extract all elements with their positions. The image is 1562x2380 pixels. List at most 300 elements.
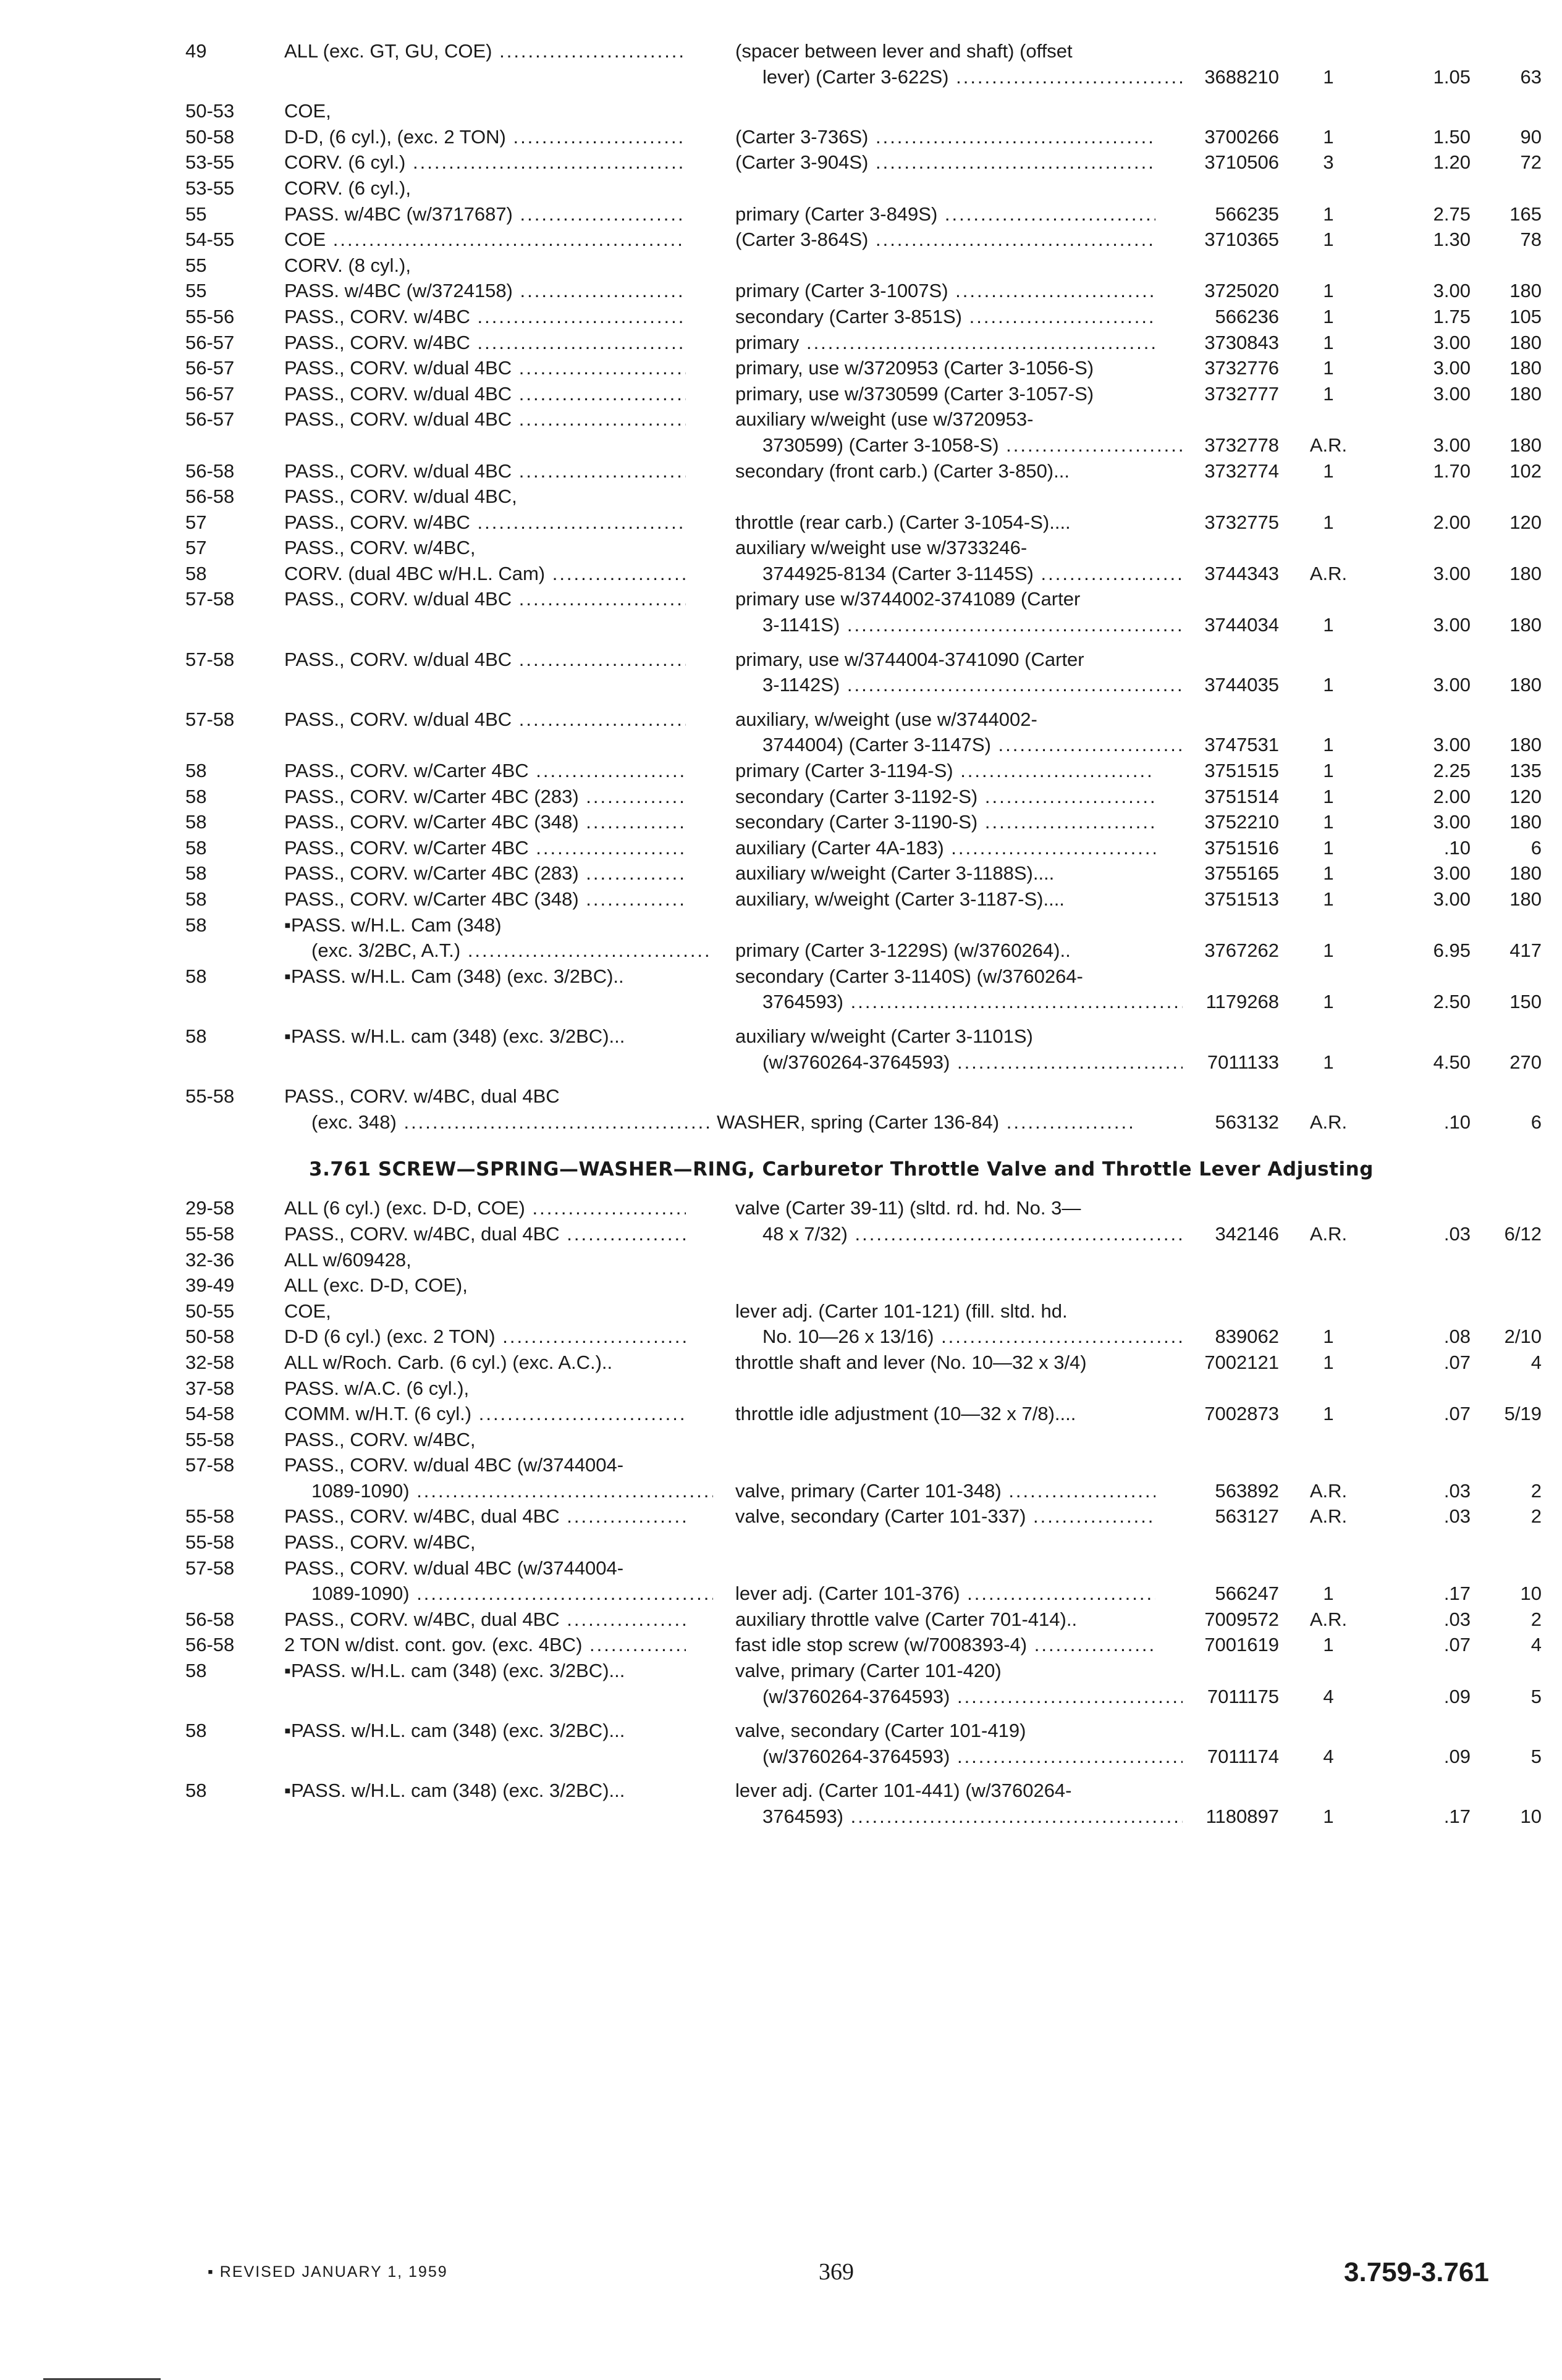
description-cell: primary ..... — [735, 330, 1155, 356]
application-cell: ALL w/609428, — [284, 1248, 412, 1271]
application-cell: CORV. (8 cyl.), — [284, 254, 411, 276]
quantity-cell: 1 — [1323, 862, 1334, 885]
year-cell: 56-58 — [185, 1634, 235, 1656]
description-cell: (Carter 3-904S) ..... — [735, 149, 1155, 175]
application-cell: PASS. w/A.C. (6 cyl.), — [284, 1377, 470, 1399]
table-row — [185, 1350, 1542, 1376]
application-cell: PASS., CORV. w/Carter 4BC (348) ..... — [284, 886, 686, 912]
table-row — [185, 98, 1501, 124]
description-cell: secondary (front carb.) (Carter 3-850)... — [735, 460, 1070, 482]
table-row — [185, 1401, 1542, 1427]
description-cell: secondary (Carter 3-1192-S) ..... — [735, 784, 1155, 810]
description-cell: 48 x 7/32) ..... — [735, 1221, 1183, 1247]
quantity-cell: 1 — [1323, 229, 1334, 251]
part-number-cell: 3752210 — [1204, 811, 1279, 833]
application-cell: ▪PASS. w/H.L. cam (348) (exc. 3/2BC)... — [284, 1720, 625, 1742]
price-cell: .09 — [1443, 1745, 1471, 1767]
table-row — [185, 938, 1542, 964]
part-number-cell: 3730843 — [1204, 331, 1279, 353]
table-row — [185, 330, 1542, 356]
part-number-cell: 3710506 — [1204, 151, 1279, 174]
list-cell: 180 — [1509, 434, 1542, 456]
price-cell: 3.00 — [1433, 357, 1471, 379]
table-row — [185, 1684, 1542, 1710]
part-number-cell: 3751516 — [1204, 836, 1279, 859]
description-cell: 3-1141S) ..... — [735, 612, 1183, 638]
application-cell: PASS., CORV. w/4BC, — [284, 1428, 476, 1450]
year-cell: 56-57 — [185, 331, 235, 353]
list-cell: 10 — [1520, 1583, 1542, 1605]
year-cell: 58 — [185, 1780, 207, 1802]
list-cell: 4 — [1530, 1351, 1542, 1373]
application-cell: PASS., CORV. w/dual 4BC, — [284, 486, 517, 508]
table-row — [185, 784, 1542, 810]
description-cell: (w/3760264-3764593) ..... — [735, 1684, 1183, 1710]
list-cell: 102 — [1509, 460, 1542, 482]
description-cell: 3764593) ..... — [735, 1804, 1183, 1830]
application-cell: PASS., CORV. w/4BC ..... — [284, 304, 686, 330]
description-cell: primary, use w/3730599 (Carter 3-1057-S) — [735, 382, 1094, 405]
list-cell: 180 — [1509, 734, 1542, 756]
quantity-cell: 1 — [1323, 1634, 1334, 1656]
description-cell: valve, primary (Carter 101-348) ..... — [735, 1478, 1155, 1504]
price-cell: .07 — [1443, 1634, 1471, 1656]
list-cell: 120 — [1509, 785, 1542, 807]
application-cell: PASS., CORV. w/Carter 4BC (348) ..... — [284, 809, 686, 835]
price-cell: .03 — [1443, 1608, 1471, 1630]
price-cell: .03 — [1443, 1479, 1471, 1502]
year-cell: 50-58 — [185, 1326, 235, 1348]
table-row — [185, 1581, 1542, 1607]
row-spacer — [185, 1075, 1501, 1083]
description-cell: secondary (Carter 3-1140S) (w/3760264- — [735, 965, 1083, 987]
list-cell: 2 — [1530, 1608, 1542, 1630]
part-number-cell: 566247 — [1215, 1583, 1279, 1605]
year-cell: 50-58 — [185, 125, 235, 148]
description-cell: auxiliary w/weight use w/3733246- — [735, 537, 1028, 559]
year-cell: 58 — [185, 785, 207, 807]
description-cell: throttle shaft and lever (No. 10—32 x 3/4) — [735, 1351, 1087, 1373]
table-row — [185, 1272, 1501, 1298]
year-cell: 58 — [185, 914, 207, 936]
part-number-cell: 3700266 — [1204, 125, 1279, 148]
year-cell: 54-55 — [185, 229, 235, 251]
parts-list-top — [185, 38, 1542, 1135]
price-cell: 3.00 — [1433, 331, 1471, 353]
quantity-cell: 4 — [1323, 1745, 1334, 1767]
list-cell: 2 — [1530, 1505, 1542, 1528]
application-cell: PASS., CORV. w/dual 4BC ..... — [284, 647, 686, 673]
year-cell: 56-58 — [185, 486, 235, 508]
quantity-cell: 1 — [1323, 836, 1334, 859]
price-cell: .17 — [1443, 1583, 1471, 1605]
table-row — [185, 1109, 1542, 1135]
application-cell: (exc. 3/2BC, A.T.) ..... — [284, 938, 713, 964]
year-cell: 55-58 — [185, 1428, 235, 1450]
price-cell: .17 — [1443, 1806, 1471, 1827]
table-row — [185, 1478, 1542, 1504]
quantity-cell: A.R. — [1309, 562, 1348, 584]
part-number-cell: 3755165 — [1204, 862, 1279, 885]
year-cell: 58 — [185, 1720, 207, 1742]
list-cell: 180 — [1509, 357, 1542, 379]
price-cell: .03 — [1443, 1505, 1471, 1528]
description-cell: WASHER, spring (Carter 136-84) ..... — [717, 1109, 1137, 1135]
table-row — [185, 149, 1542, 175]
year-cell: 55 — [185, 203, 207, 225]
year-cell: 53-55 — [185, 151, 235, 174]
quantity-cell: 1 — [1323, 888, 1334, 910]
list-cell: 180 — [1509, 674, 1542, 696]
description-cell: auxiliary (Carter 4A-183) ..... — [735, 835, 1155, 861]
year-cell: 57-58 — [185, 1454, 235, 1476]
table-row — [185, 1083, 1501, 1109]
table-row — [185, 1555, 1501, 1581]
quantity-cell: 1 — [1323, 940, 1334, 962]
description-cell: secondary (Carter 3-851S) ..... — [735, 304, 1155, 330]
table-row — [185, 809, 1542, 835]
list-cell: 2 — [1530, 1479, 1542, 1502]
price-cell: 2.75 — [1433, 203, 1471, 225]
description-cell: throttle (rear carb.) (Carter 3-1054-S).... — [735, 511, 1071, 533]
year-cell: 39-49 — [185, 1274, 235, 1297]
price-cell: 2.00 — [1433, 511, 1471, 533]
list-cell: 6 — [1530, 1111, 1542, 1133]
table-row — [185, 381, 1542, 407]
year-cell: 57 — [185, 537, 207, 559]
description-cell: secondary (Carter 3-1190-S) ..... — [735, 809, 1155, 835]
list-cell: 180 — [1509, 888, 1542, 910]
list-cell: 180 — [1509, 862, 1542, 885]
part-number-cell: 3744343 — [1204, 562, 1279, 584]
year-cell: 55-58 — [185, 1085, 235, 1108]
part-number-cell: 3747531 — [1204, 734, 1279, 756]
quantity-cell: 1 — [1323, 674, 1334, 696]
year-cell: 50-55 — [185, 1300, 235, 1322]
year-cell: 55-58 — [185, 1531, 235, 1554]
year-cell: 29-58 — [185, 1197, 235, 1219]
price-cell: 1.05 — [1433, 65, 1471, 88]
quantity-cell: 1 — [1323, 382, 1334, 405]
table-row — [185, 38, 1501, 64]
price-cell: .07 — [1443, 1351, 1471, 1373]
description-cell: lever adj. (Carter 101-376) ..... — [735, 1581, 1155, 1607]
table-row — [185, 227, 1542, 253]
price-cell: 3.00 — [1433, 811, 1471, 833]
description-cell: valve (Carter 39-11) (sltd. rd. hd. No. 3— — [735, 1197, 1081, 1219]
quantity-cell: A.R. — [1309, 1222, 1348, 1245]
table-row — [185, 484, 1501, 510]
description-cell: 3764593) ..... — [735, 989, 1183, 1015]
application-cell: ALL (exc. GT, GU, COE) ..... — [284, 38, 686, 64]
table-row — [185, 535, 1501, 561]
table-row — [185, 758, 1542, 784]
quantity-cell: 1 — [1323, 1806, 1334, 1827]
quantity-cell: A.R. — [1309, 1608, 1348, 1630]
quantity-cell: A.R. — [1309, 1505, 1348, 1528]
table-row — [185, 1195, 1501, 1221]
application-cell: PASS., CORV. w/Carter 4BC (283) ..... — [284, 784, 686, 810]
part-number-cell: 3732778 — [1204, 434, 1279, 456]
quantity-cell: A.R. — [1309, 1479, 1348, 1502]
year-cell: 32-36 — [185, 1248, 235, 1271]
application-cell: COMM. w/H.T. (6 cyl.) ..... — [284, 1401, 686, 1427]
year-cell: 57 — [185, 511, 207, 533]
year-cell: 58 — [185, 836, 207, 859]
part-number-cell: 563132 — [1215, 1111, 1279, 1133]
year-cell: 58 — [185, 760, 207, 782]
list-cell: 120 — [1509, 511, 1542, 533]
quantity-cell: 1 — [1323, 811, 1334, 833]
application-cell: PASS., CORV. w/4BC ..... — [284, 330, 686, 356]
price-cell: .10 — [1443, 1111, 1471, 1133]
table-row — [185, 964, 1501, 990]
year-cell: 55 — [185, 254, 207, 276]
application-cell: PASS., CORV. w/4BC, — [284, 537, 476, 559]
year-cell: 58 — [185, 862, 207, 885]
description-cell: primary, use w/3744004-3741090 (Carter — [735, 648, 1084, 670]
table-row — [185, 201, 1542, 227]
row-spacer — [185, 638, 1501, 647]
description-cell: primary (Carter 3-1194-S) ..... — [735, 758, 1155, 784]
application-cell: PASS., CORV. w/dual 4BC (w/3744004- — [284, 1454, 624, 1476]
description-cell: (spacer between lever and shaft) (offset — [735, 40, 1073, 62]
list-cell: 417 — [1509, 940, 1542, 962]
year-cell: 32-58 — [185, 1351, 235, 1373]
part-number-cell: 7002121 — [1204, 1351, 1279, 1373]
price-cell: 1.70 — [1433, 460, 1471, 482]
application-cell: PASS., CORV. w/4BC ..... — [284, 510, 686, 536]
table-row — [185, 672, 1542, 698]
quantity-cell: 1 — [1323, 991, 1334, 1013]
year-cell: 55-56 — [185, 305, 235, 327]
price-cell: 2.25 — [1433, 760, 1471, 782]
part-number-cell: 3732776 — [1204, 357, 1279, 379]
list-cell: 5 — [1530, 1745, 1542, 1767]
application-cell: ALL (6 cyl.) (exc. D-D, COE) ..... — [284, 1195, 686, 1221]
table-row — [185, 860, 1542, 886]
list-cell: 2/10 — [1504, 1326, 1542, 1348]
application-cell: COE, — [284, 1300, 331, 1322]
year-cell: 58 — [185, 965, 207, 987]
description-cell: 3-1142S) ..... — [735, 672, 1183, 698]
table-row — [185, 912, 1501, 938]
application-cell: PASS., CORV. w/4BC, — [284, 1531, 476, 1554]
application-cell: PASS., CORV. w/dual 4BC ..... — [284, 406, 686, 432]
list-cell: 90 — [1520, 125, 1542, 148]
list-cell: 6/12 — [1504, 1222, 1542, 1245]
application-cell: CORV. (6 cyl.), — [284, 177, 411, 199]
description-cell: (Carter 3-864S) ..... — [735, 227, 1155, 253]
application-cell: COE ..... — [284, 227, 686, 253]
section-title: 3.761 SCREW—SPRING—WASHER—RING, Carburetor Throttle Valve and Throttle Lever Adjusting — [309, 1158, 1374, 1181]
description-cell: auxiliary w/weight (Carter 3-1188S).... — [735, 862, 1055, 885]
list-cell: 180 — [1509, 382, 1542, 405]
application-cell: CORV. (dual 4BC w/H.L. Cam) ..... — [284, 561, 686, 587]
part-number-cell: 7002873 — [1204, 1403, 1279, 1425]
application-cell: PASS., CORV. w/4BC, dual 4BC ..... — [284, 1503, 686, 1529]
part-number-cell: 839062 — [1215, 1326, 1279, 1348]
quantity-cell: 1 — [1323, 65, 1334, 88]
list-cell: 165 — [1509, 203, 1542, 225]
year-cell: 57-58 — [185, 588, 235, 610]
table-row — [185, 1718, 1501, 1744]
description-cell: lever adj. (Carter 101-441) (w/3760264- — [735, 1780, 1072, 1802]
table-row — [185, 1529, 1501, 1555]
price-cell: 3.00 — [1433, 674, 1471, 696]
list-cell: 180 — [1509, 280, 1542, 302]
description-cell: 3744925-8134 (Carter 3-1145S) ..... — [735, 561, 1183, 587]
quantity-cell: 1 — [1323, 125, 1334, 148]
price-cell: 3.00 — [1433, 734, 1471, 756]
part-number-cell: 3732775 — [1204, 511, 1279, 533]
year-cell: 55 — [185, 280, 207, 302]
description-cell: primary (Carter 3-849S) ..... — [735, 201, 1155, 227]
table-row — [185, 1324, 1542, 1350]
part-number-cell: 3710365 — [1204, 229, 1279, 251]
table-row — [185, 647, 1501, 673]
table-row — [185, 1778, 1501, 1804]
application-cell: ALL w/Roch. Carb. (6 cyl.) (exc. A.C.).. — [284, 1351, 613, 1373]
year-cell: 57-58 — [185, 1557, 235, 1579]
quantity-cell: 1 — [1323, 331, 1334, 353]
description-cell: (w/3760264-3764593) ..... — [735, 1049, 1183, 1075]
application-cell: PASS. w/4BC (w/3717687) ..... — [284, 201, 686, 227]
table-row — [185, 732, 1542, 758]
table-row — [185, 510, 1542, 536]
year-cell: 37-58 — [185, 1377, 235, 1399]
price-cell: 3.00 — [1433, 434, 1471, 456]
quantity-cell: 1 — [1323, 734, 1334, 756]
application-cell: PASS., CORV. w/dual 4BC ..... — [284, 381, 686, 407]
row-spacer — [185, 90, 1501, 98]
application-cell: 1089-1090) ..... — [284, 1478, 713, 1504]
year-cell: 56-58 — [185, 1608, 235, 1630]
year-cell: 56-57 — [185, 357, 235, 379]
description-cell: 3730599) (Carter 3-1058-S) ..... — [735, 432, 1183, 458]
price-cell: 3.00 — [1433, 614, 1471, 636]
table-row — [185, 835, 1542, 861]
list-cell: 6 — [1530, 836, 1542, 859]
application-cell: PASS., CORV. w/4BC, dual 4BC — [284, 1085, 560, 1108]
list-cell: 270 — [1509, 1051, 1542, 1073]
page-number: 369 — [819, 2259, 854, 2285]
year-cell: 58 — [185, 811, 207, 833]
table-row — [185, 355, 1542, 381]
table-row — [185, 1503, 1542, 1529]
application-cell: PASS., CORV. w/dual 4BC ..... — [284, 586, 686, 612]
description-cell: primary, use w/3720953 (Carter 3-1056-S) — [735, 357, 1094, 379]
description-cell: No. 10—26 x 13/16) ..... — [735, 1324, 1183, 1350]
table-row — [185, 1427, 1501, 1453]
quantity-cell: A.R. — [1309, 1111, 1348, 1133]
quantity-cell: 1 — [1323, 760, 1334, 782]
description-cell: throttle idle adjustment (10—32 x 7/8).... — [735, 1403, 1076, 1425]
description-cell: valve, primary (Carter 101-420) — [735, 1660, 1002, 1682]
part-number-cell: 1180897 — [1205, 1806, 1279, 1827]
list-cell: 180 — [1509, 562, 1542, 584]
application-cell: PASS., CORV. w/Carter 4BC ..... — [284, 835, 686, 861]
price-cell: 2.00 — [1433, 785, 1471, 807]
quantity-cell: 1 — [1323, 1326, 1334, 1348]
year-cell: 56-58 — [185, 460, 235, 482]
quantity-cell: 1 — [1323, 1351, 1334, 1373]
row-spacer — [185, 1769, 1501, 1778]
quantity-cell: 1 — [1323, 357, 1334, 379]
description-cell: primary (Carter 3-1007S) ..... — [735, 278, 1155, 304]
year-cell: 49 — [185, 40, 207, 62]
table-row — [185, 124, 1542, 150]
description-cell: (w/3760264-3764593) ..... — [735, 1744, 1183, 1770]
part-number-cell: 3751515 — [1204, 760, 1279, 782]
part-number-cell: 566236 — [1215, 305, 1279, 327]
table-row — [185, 175, 1501, 201]
price-cell: 4.50 — [1433, 1051, 1471, 1073]
application-cell: PASS., CORV. w/4BC, dual 4BC ..... — [284, 1221, 686, 1247]
description-cell: fast idle stop screw (w/7008393-4) ..... — [735, 1632, 1155, 1658]
description-cell: valve, secondary (Carter 101-337) ..... — [735, 1503, 1155, 1529]
application-cell: PASS., CORV. w/dual 4BC ..... — [284, 355, 686, 381]
list-cell: 5/19 — [1504, 1403, 1542, 1425]
revised-note: ▪ REVISED JANUARY 1, 1959 — [208, 2263, 448, 2281]
list-cell: 72 — [1520, 151, 1542, 174]
table-row — [185, 1632, 1542, 1658]
part-number-cell: 3688210 — [1204, 65, 1279, 88]
quantity-cell: 1 — [1323, 1051, 1334, 1073]
description-cell: auxiliary w/weight (use w/3720953- — [735, 408, 1034, 431]
application-cell: CORV. (6 cyl.) ..... — [284, 149, 686, 175]
parts-list-bottom — [185, 1195, 1542, 1829]
part-number-cell: 3751513 — [1204, 888, 1279, 910]
description-cell: auxiliary throttle valve (Carter 701-414).. — [735, 1608, 1078, 1630]
quantity-cell: 1 — [1323, 280, 1334, 302]
year-cell: 53-55 — [185, 177, 235, 199]
list-cell: 180 — [1509, 614, 1542, 636]
price-cell: 3.00 — [1433, 862, 1471, 885]
price-cell: .03 — [1443, 1222, 1471, 1245]
part-number-cell: 3751514 — [1204, 785, 1279, 807]
list-cell: 10 — [1520, 1806, 1542, 1827]
application-cell: 2 TON w/dist. cont. gov. (exc. 4BC) ..... — [284, 1632, 686, 1658]
list-cell: 180 — [1509, 331, 1542, 353]
list-cell: 105 — [1509, 305, 1542, 327]
price-cell: 1.50 — [1433, 125, 1471, 148]
application-cell: ▪PASS. w/H.L. Cam (348) — [284, 914, 502, 936]
application-cell: ▪PASS. w/H.L. cam (348) (exc. 3/2BC)... — [284, 1660, 625, 1682]
table-row — [185, 1247, 1501, 1273]
year-cell: 58 — [185, 888, 207, 910]
year-cell: 56-57 — [185, 408, 235, 431]
part-number-cell: 3725020 — [1204, 280, 1279, 302]
price-cell: 3.00 — [1433, 562, 1471, 584]
quantity-cell: 1 — [1323, 460, 1334, 482]
application-cell: ▪PASS. w/H.L. cam (348) (exc. 3/2BC)... — [284, 1780, 625, 1802]
part-number-cell: 563892 — [1215, 1479, 1279, 1502]
price-cell: 1.20 — [1433, 151, 1471, 174]
price-cell: .07 — [1443, 1403, 1471, 1425]
table-row — [185, 561, 1542, 587]
table-row — [185, 1744, 1542, 1770]
part-number-cell: 3732777 — [1204, 382, 1279, 405]
price-cell: .10 — [1443, 836, 1471, 859]
application-cell: PASS., CORV. w/4BC, dual 4BC ..... — [284, 1607, 686, 1633]
quantity-cell: 1 — [1323, 203, 1334, 225]
description-cell: primary (Carter 3-1229S) (w/3760264).. — [735, 940, 1071, 962]
year-cell: 55-58 — [185, 1222, 235, 1245]
table-row — [185, 1804, 1542, 1830]
table-row — [185, 406, 1501, 432]
price-cell: 1.75 — [1433, 305, 1471, 327]
